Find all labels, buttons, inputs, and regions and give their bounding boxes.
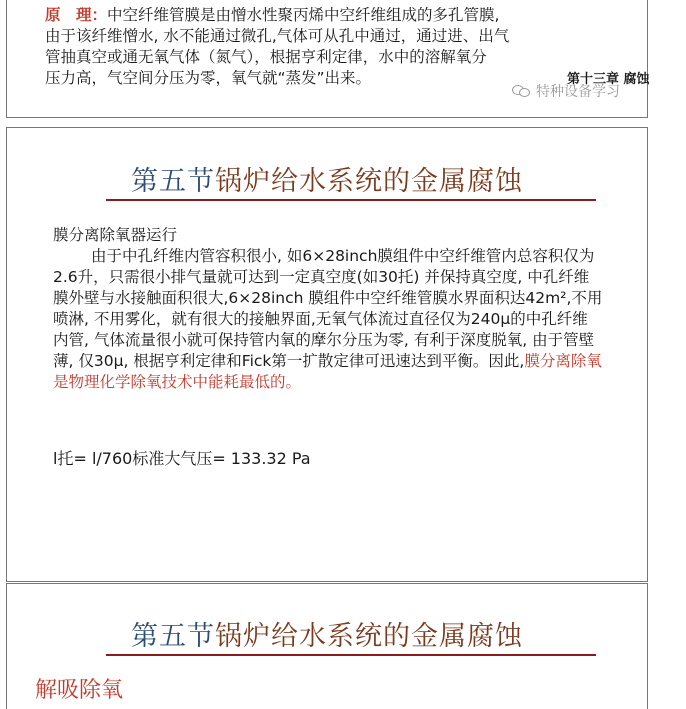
slide-title bbox=[7, 159, 647, 198]
principle-line-4: 压力高，气空间分压为零，氧气就“蒸发”出来。 bbox=[45, 69, 372, 87]
slide-title-section: 第五节 bbox=[131, 621, 215, 652]
title-underline bbox=[106, 199, 596, 201]
principle-label: 原 理： bbox=[45, 6, 108, 24]
body-paragraph-text: 由于中孔纤维内管容积很小, 如6×28inch膜组件中空纤维管内总容积仅为2.6升，只需很小排气量就可达到一定真空度(如30托) 并保持真空度, 中孔纤维膜外壁与水接触面积很大,6×28inch 膜组件中空纤维管膜水界面积达42m²,不用喷淋, 不用雾化，就有很大的接触界面,无氧气体流过直径仅为240μ的中孔纤维内管, 气体流量很小就可保持管内氧的摩尔分压为零, 有利于深度脱氧, 由于管壁薄, 仅30μ, 根据亨利定律和Fick第一扩散定律可迅速达到平衡。因此, bbox=[53, 247, 603, 370]
body-highlight: 膜分离除氧是物理化学除氧技术中能耗最低的。 bbox=[53, 352, 602, 391]
wechat-watermark bbox=[512, 81, 620, 101]
principle-line-1: 中空纤维管膜是由憎水性聚丙烯中空纤维组成的多孔管膜, bbox=[107, 6, 500, 24]
slide-title-topic: 锅炉给水系统的金属腐蚀 bbox=[215, 166, 523, 197]
subheading: 解吸除氧 bbox=[35, 678, 124, 703]
body-paragraph bbox=[53, 246, 603, 393]
slide-title bbox=[7, 614, 647, 653]
cut-off-text-line bbox=[45, 0, 465, 2]
principle-line-3: 管抽真空或通无氧气体（氮气），根据亨利定律，水中的溶解氧分 bbox=[45, 48, 487, 66]
slide-title-section: 第五节 bbox=[131, 166, 215, 197]
torr-conversion: l托= l/760标准大气压= 133.32 Pa bbox=[53, 449, 311, 468]
slide-title-topic: 锅炉给水系统的金属腐蚀 bbox=[215, 621, 523, 652]
watermark-text: 特种设备学习 bbox=[536, 84, 620, 100]
slide-desorption bbox=[6, 583, 648, 709]
body-heading: 膜分离除氧器运行 bbox=[53, 226, 178, 244]
wechat-icon bbox=[512, 83, 532, 99]
slide-body bbox=[53, 225, 603, 393]
principle-text bbox=[45, 5, 605, 89]
principle-line-2: 由于该纤维憎水, 水不能通过微孔,气体可从孔中通过，通过进、出气 bbox=[45, 27, 510, 45]
slide-membrane-deaerator bbox=[6, 127, 648, 582]
title-underline bbox=[106, 654, 596, 656]
chapter-footer: 第十三章 腐蚀 bbox=[567, 72, 650, 87]
